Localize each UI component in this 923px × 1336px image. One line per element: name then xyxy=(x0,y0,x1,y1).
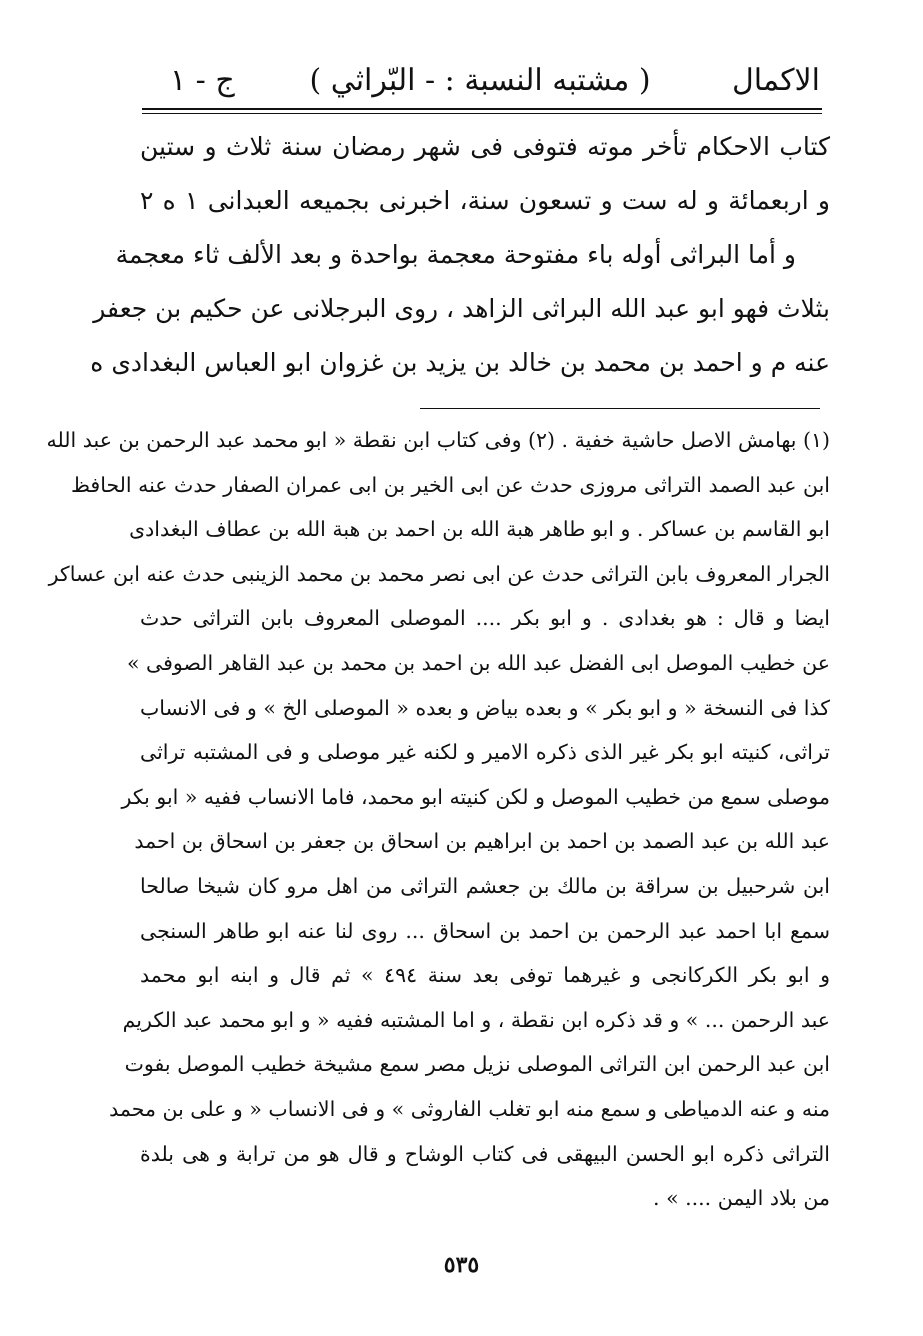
footnote-line: ابن عبد الرحمن ابن التراثى الموصلى نزيل مصر سمع مشيخة خطيب الموصل بفوت xyxy=(124,1052,830,1077)
footnote-line: ايضا و قال : هو بغدادى . و ابو بكر .... الموصلى المعروف بابن التراثى حدث xyxy=(140,606,830,631)
main-text-line: بثلاث فهو ابو عبد الله البراثى الزاهد ، روى البرجلانى عن حكيم بن جعفر xyxy=(93,294,830,323)
running-header xyxy=(140,58,820,104)
footnote-line: ابن عبد الصمد التراثى مروزى حدث عن ابى الخير بن ابى عمران الصفار حدث عنه الحافظ xyxy=(70,472,830,497)
footnote-line: و ابو بكر الكركانجى و غيرهما توفى بعد سنة ٤٩٤ » ثم قال و ابنه ابو محمد xyxy=(140,963,830,988)
book-title: الاكمال xyxy=(731,63,820,98)
footnote-line: (١) بهامش الاصل حاشية خفية . (٢) وفى كتاب ابن نقطة « ابو محمد عبد الرحمن بن عبد الله xyxy=(46,428,830,452)
footnote-line: موصلى سمع من خطيب الموصل و لكن كنيته ابو محمد، فاما الانساب ففيه « ابو بكر xyxy=(121,784,830,809)
main-text xyxy=(90,120,830,390)
page-number: ٥٣٥ xyxy=(443,1252,480,1278)
footnote-separator xyxy=(420,408,820,409)
main-text-line: و اربعمائة و له ست و تسعون سنة، اخبرنى بجميعه العبدانى ١ ه ٢ xyxy=(140,186,830,215)
footnote-line: من بلاد اليمن .... » . xyxy=(653,1186,830,1211)
footnote-line: كذا فى النسخة « و ابو بكر » و بعده بياض و بعده « الموصلى الخ » و فى الانساب xyxy=(140,695,830,720)
footnote-line: سمع ابا احمد عبد الرحمن بن احمد بن اسحاق ... روى لنا عنه ابو طاهر السنجى xyxy=(140,918,830,943)
volume-number: ج - ١ xyxy=(170,63,235,98)
footnote-line: تراثى، كنيته ابو بكر غير الذى ذكره الامير و لكنه غير موصلى و فى المشتبه تراثى xyxy=(140,740,830,765)
main-text-line: كتاب الاحكام تأخر موته فتوفى فى شهر رمضان سنة ثلاث و ستين xyxy=(140,132,830,161)
footnote-line: ابو القاسم بن عساكر . و ابو طاهر هبة الله بن احمد بن هبة الله بن عطاف البغدادى xyxy=(129,517,830,542)
main-text-line: و أما البراثى أوله باء مفتوحة معجمة بواحدة و بعد الألف ثاء معجمة xyxy=(115,240,796,269)
footnote-line: ابن شرحبيل بن سراقة بن مالك بن جعشم التراثى من اهل مرو كان شيخا صالحا xyxy=(140,873,830,898)
header-rule-thick xyxy=(142,108,822,110)
header-rule-thin xyxy=(142,113,822,114)
footnote-line: عبد الرحمن ... » و قد ذكره ابن نقطة ، و اما المشتبه ففيه « و ابو محمد عبد الكريم xyxy=(122,1007,830,1032)
footnote-line: عن خطيب الموصل ابى الفضل عبد الله بن احمد بن محمد بن عبد القاهر الصوفى » xyxy=(126,650,830,675)
section-title: ( مشتبه النسبة : - البّراثي ) xyxy=(309,63,651,98)
main-text-line: عنه م و احمد بن محمد بن خالد بن يزيد بن غزوان ابو العباس البغدادى ه xyxy=(90,348,830,377)
footnote-line: عبد الله بن عبد الصمد بن احمد بن ابراهيم بن اسحاق بن جعفر بن اسحاق بن احمد xyxy=(134,829,830,854)
footnotes xyxy=(46,418,830,1221)
footnote-line: منه و عنه الدمياطى و سمع منه ابو تغلب الفاروثى » و فى الانساب « و على بن محمد xyxy=(109,1096,830,1121)
footnote-line: التراثى ذكره ابو الحسن البيهقى فى كتاب الوشاح و قال هو من ترابة و هى بلدة xyxy=(140,1141,830,1166)
footnote-line: الجرار المعروف بابن التراثى حدث عن ابى نصر محمد بن محمد الزينبى حدث عنه ابن عساكر xyxy=(48,561,830,586)
